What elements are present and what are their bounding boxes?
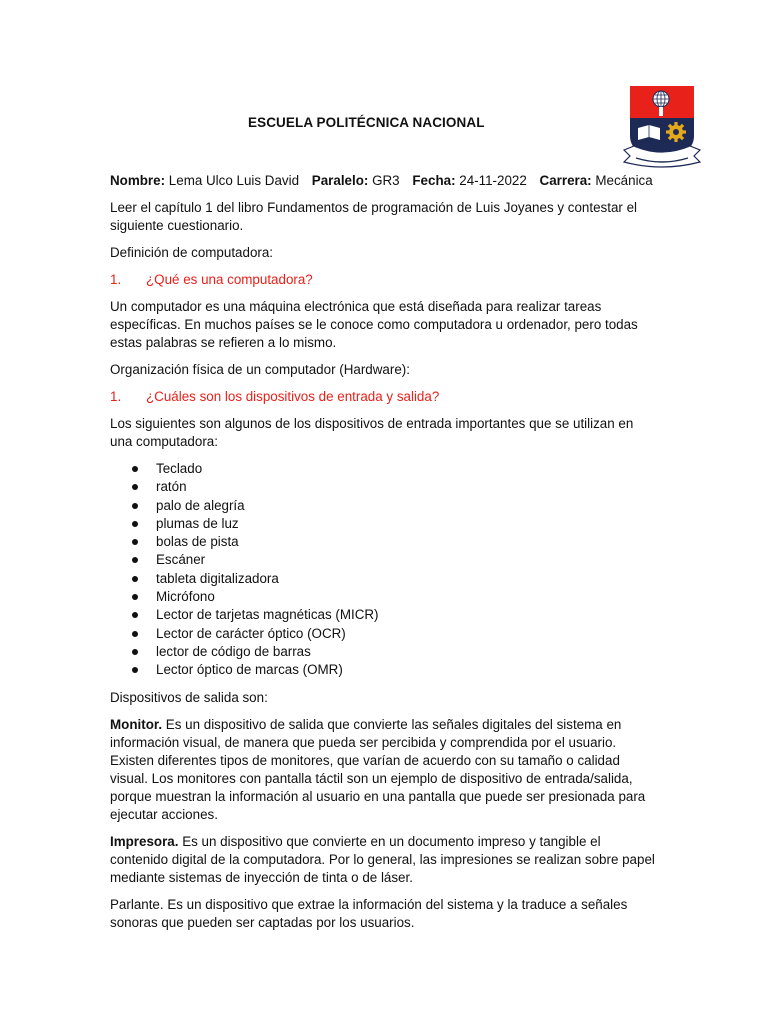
bullet-icon bbox=[132, 484, 138, 490]
monitor-text: Es un dispositivo de salida que convierte las señales digitales del sistema en información visual, de manera que pueda ser percibida y comprendida por el usuario. Existen diferentes tipos de monitores, que varían de acuerdo con su tamaño o calidad visual. Los monitores con pantalla táctil son un ejemplo de dispositivo de entrada/salida, porque muestran la información al usuario en una pantalla que puede ser presionada para ejecutar acciones. bbox=[110, 716, 646, 822]
list-item: Lector óptico de marcas (OMR) bbox=[132, 661, 658, 679]
list-item: plumas de luz bbox=[132, 515, 658, 533]
list-item: tableta digitalizadora bbox=[132, 570, 658, 588]
carrera-label: Carrera: bbox=[539, 173, 592, 188]
section1-question bbox=[110, 271, 658, 289]
nombre-value: Lema Ulco Luis David bbox=[168, 173, 300, 188]
printer-paragraph bbox=[110, 833, 658, 887]
speaker-paragraph: Parlante. Es un dispositivo que extrae la información del sistema y la traduce a señales sonoras que pueden ser captadas por los usuarios. bbox=[110, 896, 628, 930]
list-item: Lector de tarjetas magnéticas (MICR) bbox=[132, 606, 658, 624]
section2-answer-intro: Los siguientes son algunos de los dispositivos de entrada importantes que se utilizan en una computadora: bbox=[110, 416, 634, 449]
bullet-icon bbox=[132, 521, 138, 527]
nombre-label: Nombre: bbox=[110, 173, 166, 188]
bullet-icon bbox=[132, 612, 138, 618]
question-number: 1. bbox=[110, 389, 122, 404]
bullet-icon bbox=[132, 649, 138, 655]
paralelo-label: Paralelo: bbox=[311, 173, 369, 188]
monitor-term: Monitor. bbox=[110, 716, 163, 732]
input-devices-list bbox=[110, 460, 658, 680]
output-heading: Dispositivos de salida son: bbox=[110, 689, 268, 705]
epn-emblem-icon bbox=[622, 84, 702, 174]
section2-question bbox=[110, 388, 658, 406]
bullet-icon bbox=[132, 576, 138, 582]
bullet-icon bbox=[132, 503, 138, 509]
bullet-icon bbox=[132, 631, 138, 637]
intro-paragraph: Leer el capítulo 1 del libro Fundamentos de programación de Luis Joyanes y contestar el siguiente cuestionario. bbox=[110, 200, 638, 233]
list-item: bolas de pista bbox=[132, 533, 658, 551]
list-item: Lector de carácter óptico (OCR) bbox=[132, 625, 658, 643]
list-item: Escáner bbox=[132, 551, 658, 569]
bullet-icon bbox=[132, 466, 138, 472]
monitor-paragraph bbox=[110, 716, 658, 824]
printer-text: Es un dispositivo que convierte en un documento impreso y tangible el contenido digital de la computadora. Por lo general, las impresiones se realizan sobre papel mediante sistemas de inyección de tinta o de láser. bbox=[110, 833, 655, 885]
list-item: Teclado bbox=[132, 460, 658, 478]
carrera-value: Mecánica bbox=[595, 173, 653, 188]
page-title: ESCUELA POLITÉCNICA NACIONAL bbox=[248, 115, 485, 130]
bullet-icon bbox=[132, 667, 138, 673]
list-item: lector de código de barras bbox=[132, 643, 658, 661]
question-text: ¿Cuáles son los dispositivos de entrada y salida? bbox=[146, 389, 440, 404]
bullet-icon bbox=[132, 557, 138, 563]
document-body bbox=[110, 172, 658, 941]
section1-heading: Definición de computadora: bbox=[110, 245, 274, 260]
fecha-label: Fecha: bbox=[412, 173, 456, 188]
section1-answer: Un computador es una máquina electrónica que está diseñada para realizar tareas específicas. En muchos países se le conoce como computadora u ordenador, pero todas estas palabras se refieren a lo mismo. bbox=[110, 299, 638, 350]
printer-term: Impresora. bbox=[110, 833, 179, 849]
section2-heading: Organización física de un computador (Hardware): bbox=[110, 362, 410, 377]
fecha-value: 24-11-2022 bbox=[459, 173, 527, 188]
question-number: 1. bbox=[110, 272, 122, 287]
list-item: ratón bbox=[132, 478, 658, 496]
bullet-icon bbox=[132, 539, 138, 545]
bullet-icon bbox=[132, 594, 138, 600]
list-item: palo de alegría bbox=[132, 497, 658, 515]
question-text: ¿Qué es una computadora? bbox=[146, 272, 313, 287]
paralelo-value: GR3 bbox=[372, 173, 400, 188]
list-item: Micrófono bbox=[132, 588, 658, 606]
student-info-line bbox=[110, 172, 658, 190]
